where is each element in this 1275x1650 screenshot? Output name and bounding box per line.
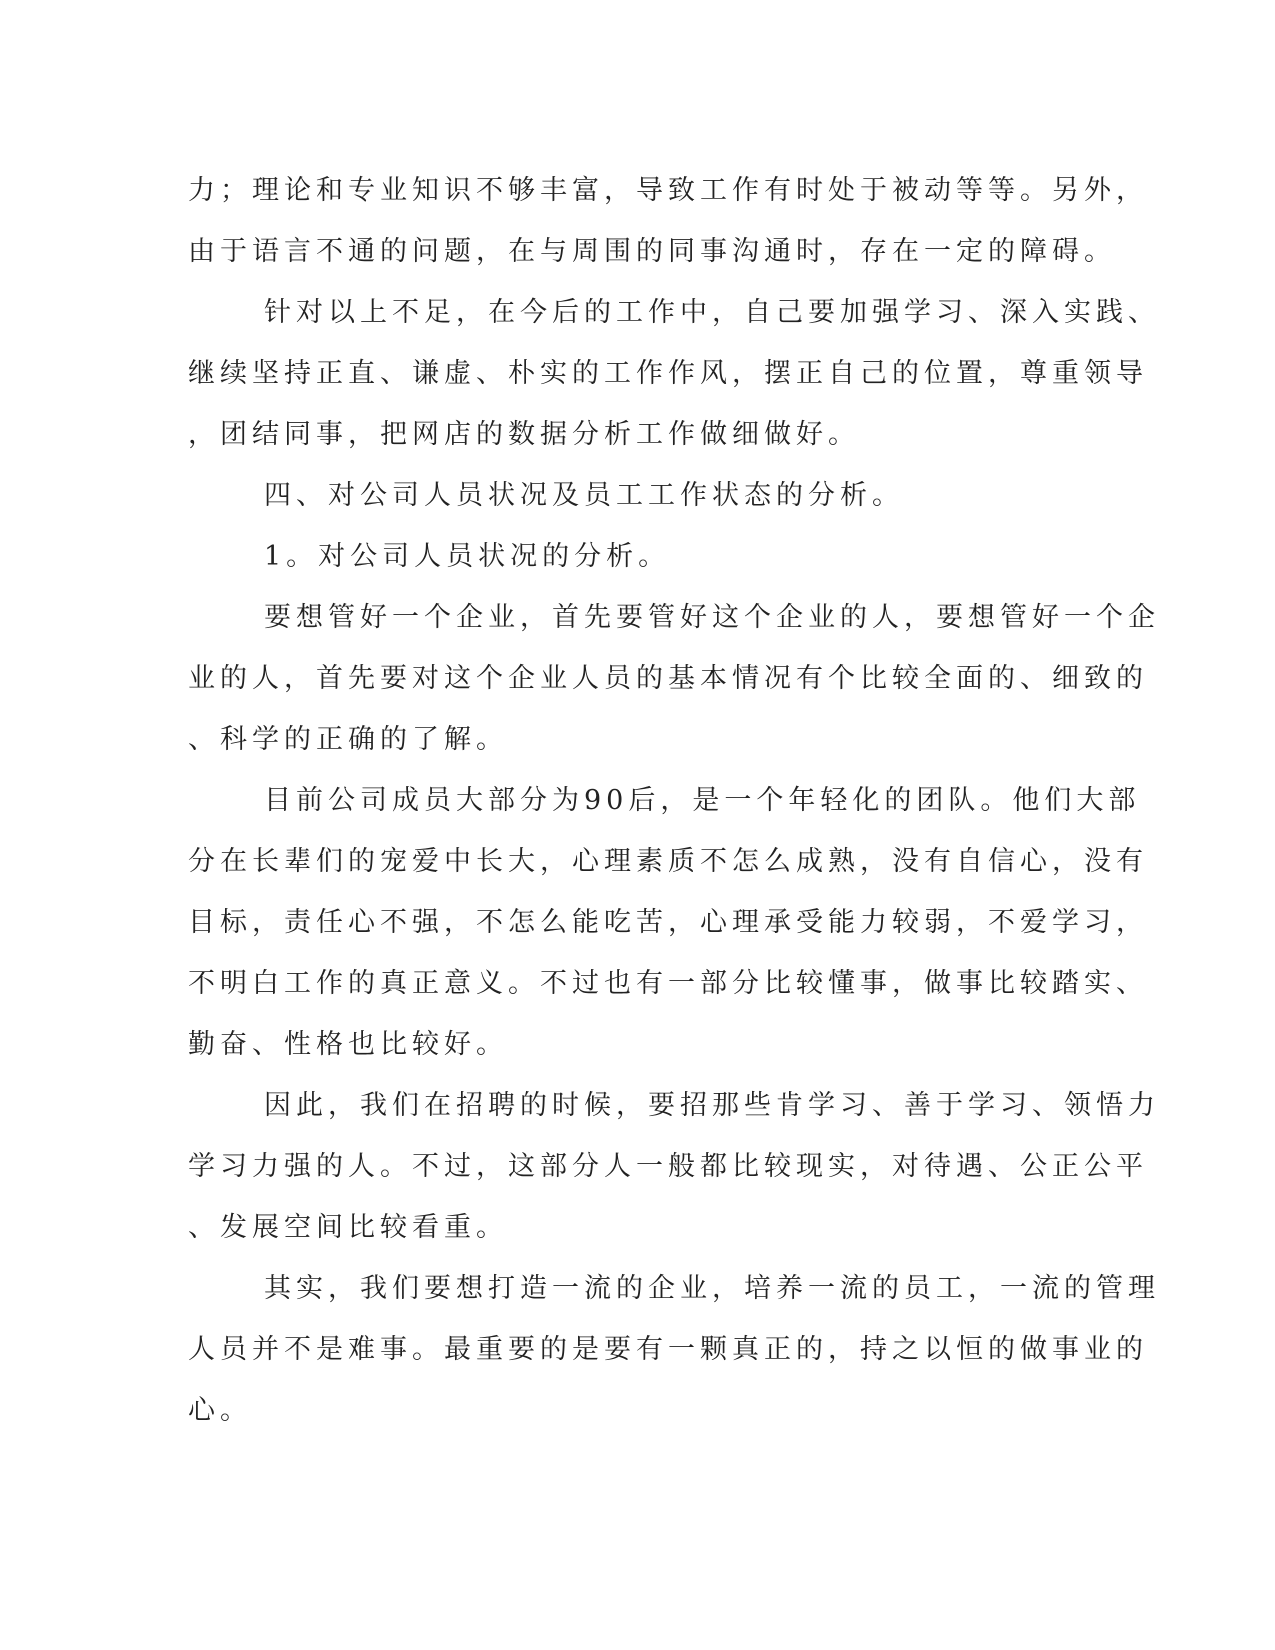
text-line: 继续坚持正直、谦虚、朴实的工作作风，摆正自己的位置，尊重领导	[188, 358, 1148, 389]
text-line: 其实，我们要想打造一流的企业，培养一流的员工，一流的管理	[264, 1273, 1160, 1304]
text-line: 因此，我们在招聘的时候，要招那些肯学习、善于学习、领悟力	[264, 1090, 1160, 1121]
text-line: 要想管好一个企业，首先要管好这个企业的人，要想管好一个企	[264, 602, 1160, 633]
text-line: 业的人，首先要对这个企业人员的基本情况有个比较全面的、细致的	[188, 663, 1148, 694]
document-body	[188, 160, 1160, 1441]
section-heading: 四、对公司人员状况及员工工作状态的分析。	[264, 480, 904, 511]
text-line: 、科学的正确的了解。	[188, 724, 508, 755]
subsection-heading: 1。对公司人员状况的分析。	[264, 541, 671, 572]
text-line: 力；理论和专业知识不够丰富，导致工作有时处于被动等等。另外，	[188, 175, 1148, 206]
text-line: 心。	[188, 1395, 252, 1426]
text-line: 目标，责任心不强，不怎么能吃苦，心理承受能力较弱，不爱学习，	[188, 907, 1148, 938]
text-line: 针对以上不足，在今后的工作中，自己要加强学习、深入实践、	[264, 297, 1160, 328]
text-line: ，团结同事，把网店的数据分析工作做细做好。	[188, 419, 860, 450]
text-line: 由于语言不通的问题，在与周围的同事沟通时，存在一定的障碍。	[188, 236, 1116, 267]
text-line: 分在长辈们的宠爱中长大，心理素质不怎么成熟，没有自信心，没有	[188, 846, 1148, 877]
text-line: 人员并不是难事。最重要的是要有一颗真正的，持之以恒的做事业的	[188, 1334, 1148, 1365]
text-line: 目前公司成员大部分为90后，是一个年轻化的团队。他们大部	[264, 785, 1141, 816]
text-line: 不明白工作的真正意义。不过也有一部分比较懂事，做事比较踏实、	[188, 968, 1148, 999]
text-line: 学习力强的人。不过，这部分人一般都比较现实，对待遇、公正公平	[188, 1151, 1148, 1182]
text-line: 、发展空间比较看重。	[188, 1212, 508, 1243]
text-line: 勤奋、性格也比较好。	[188, 1029, 508, 1060]
